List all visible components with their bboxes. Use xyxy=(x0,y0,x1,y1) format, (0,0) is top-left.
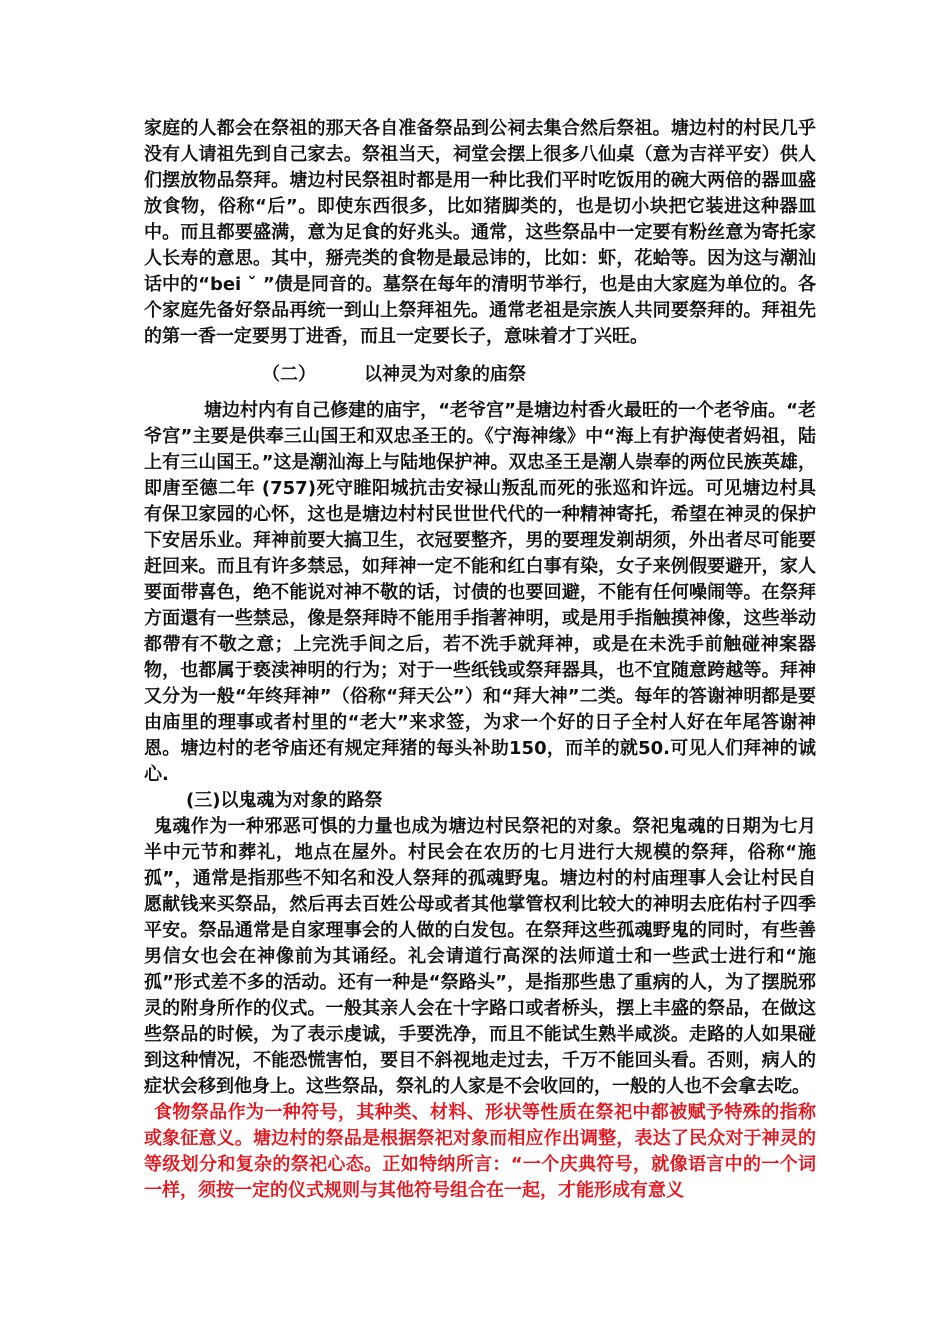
paragraph-ancestor-worship: 家庭的人都会在祭祖的那天各自准备祭品到公祠去集合然后祭祖。塘边村的村民几乎没有人请祖先到自己家去。祭祖当天，祠堂会摆上很多八仙桌（意为吉祥平安）供人们摆放物品祭拜。塘边村民祭祖时都是用一种比我们平时吃饭用的碗大两倍的器皿盛放食物，俗称“后”。即使东西很多，比如猪脚类的，也是切小块把它装进这种器皿中。而且都要盛满，意为足食的好兆头。通常，这些祭品中一定要有粉丝意为寄托家人长寿的意思。其中，掰壳类的食物是最忌讳的，比如：虾，花蛤等。因为这与潮汕话中的“bei ˇ ”债是同音的。墓祭在每年的清明节举行，也是由大家庭为单位的。各个家庭先备好祭品再统一到山上祭拜祖先。通常老祖是宗族人共同要祭拜的。拜祖先的第一香一定要男丁进香，而且一定要长子，意味着才丁兴旺。 xyxy=(144,118,816,347)
paragraph-temple-worship: 塘边村内有自己修建的庙宇，“老爷宫”是塘边村香火最旺的一个老爷庙。“老爷宫”主要是供奉三山国王和双忠圣王的。《宁海神缘》中“海上有护海使者妈祖，陆上有三山国王。”这是潮汕海上与陆地保护神。双忠圣王是潮人崇奉的两位民族英雄，即唐至德二年 (757)死守睢阳城抗击安禄山叛乱而死的张巡和许远。可见塘边村具有保卫家园的心怀，这也是塘边村村民世世代代的一种精神寄托，希望在神灵的保护下安居乐业。拜神前要大搞卫生，衣冠要整齐，男的要理发剃胡须，外出者尽可能要赶回来。而且有许多禁忌，如拜神一定不能和红白事有染，女子来例假要避开，家人要面带喜色，绝不能说对神不敬的话，讨债的也要回避，不能有任何噪闹等。在祭拜方面還有一些禁忌，像是祭拜時不能用手指著神明，或是用手指触摸神像，这些举动都帶有不敬之意；上完洗手间之后，若不洗手就拜神，或是在未洗手前触碰神案器物，也都属于亵渎神明的行为；对于一些纸钱或祭拜器具，也不宜随意跨越等。拜神又分为一般“年终拜神”（俗称“拜天公”）和“拜大神”二类。每年的答谢神明都是要由庙里的理事或者村里的“老大”来求签，为求一个好的日子全村人好在年尾答谢神恩。塘边村的老爷庙还有规定拜猪的每头补助150，而羊的就50.可见人们拜神的诚心. xyxy=(144,400,816,785)
document-page xyxy=(144,116,816,1204)
paragraph-highlighted-conclusion: 食物祭品作为一种符号，其种类、材料、形状等性质在祭祀中都被赋予特殊的指称或象征意义。塘边村的祭品是根据祭祀对象而相应作出调整，表达了民众对于神灵的等级划分和复杂的祭祀心态。正如特纳所言：“一个庆典符号，就像语言中的一个词一样，须按一定的仪式规则与其他符号组合在一起，才能形成有意义 xyxy=(144,1102,816,1201)
section-number: （二） xyxy=(262,364,316,385)
section-heading-temple-worship xyxy=(144,362,816,388)
paragraph-ghost-worship: 鬼魂作为一种邪恶可惧的力量也成为塘边村民祭祀的对象。祭祀鬼魂的日期为七月半中元节和葬礼，地点在屋外。村民会在农历的七月进行大规模的祭拜，俗称“施孤”，通常是指那些不知名和没人祭拜的孤魂野鬼。塘边村的村庙理事人会让村民自愿献钱来买祭品，然后再去百姓公母或者其他掌管权利比较大的神明去庇佑村子四季平安。祭品通常是自家理事会的人做的白发包。在祭拜这些孤魂野鬼的同时，有些善男信女也会在神像前为其诵经。礼会请道行高深的法师道士和一些武士进行和“施孤”形式差不多的活动。还有一种是“祭路头”，是指那些患了重病的人，为了摆脱邪灵的附身所作的仪式。一般其亲人会在十字路口或者桥头，摆上丰盛的祭品，在做这些祭品的时候，为了表示虔诚，手要洗净，而且不能试生熟半咸淡。走路的人如果碰到这种情况，不能恐慌害怕，要目不斜视地走过去，千万不能回头看。否则，病人的症状会移到他身上。这些祭品，祭礼的人家是不会收回的，一般的人也不会拿去吃。 xyxy=(144,816,816,1097)
section-title: 以神灵为对象的庙祭 xyxy=(364,364,526,385)
section-heading-road-worship: (三)以鬼魂为对象的路祭 xyxy=(186,790,383,811)
